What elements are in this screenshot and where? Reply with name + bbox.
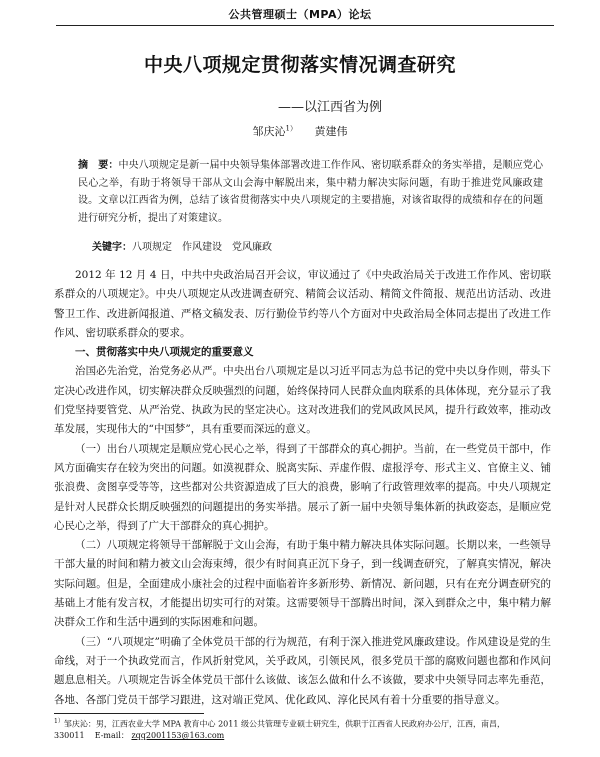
footnote: [54, 716, 551, 742]
paragraph: 治国必先治党，治党务必从严。中央出台八项规定是以习近平同志为总书记的党中央以身作则，带头下定决心改进作风，切实解决群众反映强烈的问题，始终保持同人民群众血肉联系的具体体现，充分显示了我们党坚持要管党、从严治党、执政为民的坚定决心。这对改进我们的党风政风民风，提升行政效率，推动改革发展，实现伟大的“中国梦”，具有重要而深远的意义。: [54, 365, 551, 436]
footnote-line: 邹庆沁：男，江西农业大学 MPA 教育中心 2011 级公共管理专业硕士研究生，供职于江西省人民政府办公厅，江西，南昌，: [63, 719, 505, 729]
keywords-text: 八项规定 作风建设 党风廉政: [132, 242, 272, 253]
footnote-rule: [54, 713, 204, 714]
paragraph: （三）“八项规定”明确了全体党员干部的行为规范，有利于深入推进党风廉政建设。作风建设是党的生命线，对于一个执政党而言，作风折射党风，关乎政风，引领民风，很多党员干部的腐败问题也都和作风问题息息相关。八项规定告诉全体党员干部什么该做、该怎么做和什么不该做，要求中央领导同志率先垂范，各地、各部门党员干部学习跟进，这对端正党风、优化政风、淳化民风有着十分重要的指导意义。: [54, 635, 551, 706]
author-name: 黄建伟: [314, 125, 348, 138]
footnote-postcode: 330011: [54, 731, 85, 741]
footnote-marker: 1）: [54, 718, 64, 725]
journal-header: 公共管理硕士（MPA）论坛: [228, 8, 372, 21]
header-rule: [56, 25, 554, 26]
article-subtitle: ——以江西省为例: [277, 100, 382, 115]
footnote-email: zqq2001153@163.com: [131, 731, 225, 741]
paragraph: （二）八项规定将领导干部解脱于文山会海，有助于集中精力解决具体实际问题。长期以来，一些领导干部大量的时间和精力被文山会海束缚，很少有时间真正沉下身子，到一线调查研究，了解真实情况，解决实际问题。但是，全面建成小康社会的过程中面临着许多新形势、新情况、新问题，只有在充分调查研究的基础上才能有发言权，才能提出切实可行的对策。这需要领导干部腾出时间，深入到群众之中，集中精力解决群众工作和生活中遇到的实际困难和问题。: [54, 539, 551, 629]
section-heading: 一、贯彻落实中央八项规定的重要意义: [75, 346, 254, 359]
paragraph: （一）出台八项规定是顺应党心民心之举，得到了干部群众的真心拥护。当前，在一些党员干部中，作风方面确实存在较为突出的问题。如漠视群众、脱离实际、弄虚作假、虚报浮夸、形式主义、官僚主义、铺张浪费、贪图享受等等，这些都对公共资源造成了巨大的浪费，影响了行政管理效率的提高。中央八项规定是针对人民群众长期反映强烈的问题提出的务实举措。展示了新一届中央领导集体新的执政姿态，是顺应党心民心之举，得到了广大干部群众的真心拥护。: [54, 442, 551, 532]
abstract-text: 中央八项规定是新一届中央领导集体部署改进工作作风、密切联系群众的务实举措，是顺应党心民心之举，有助于将领导干部从文山会海中解脱出来，集中精力解决实际问题，有助于推进党风廉政建设。文章以江西省为例，总结了该省贯彻落实中央八项规定的主要措施，对该省取得的成绩和存在的问题进行研究分析，提出了对策建议。: [78, 160, 544, 224]
paragraph: 2012 年 12 月 4 日，中共中央政治局召开会议，审议通过了《中央政治局关于改进工作作风、密切联系群众的八项规定》。中央八项规定从改进调查研究、精简会议活动、精简文件简报、规范出访活动、改进警卫工作、改进新闻报道、严格文稿发表、厉行勤俭节约等八个方面对中央政治局全体同志提出了改进工作作风、密切联系群众的要求。: [54, 269, 551, 339]
keywords-label: 关键字：: [92, 242, 132, 253]
author-footnote-marker: 1）: [285, 124, 297, 133]
footnote-email-label: E-mail：: [94, 731, 129, 741]
article-title: 中央八项规定贯彻落实情况调查研究: [143, 54, 456, 76]
abstract: [78, 157, 543, 227]
keywords: [92, 238, 272, 253]
body-text: [54, 266, 551, 710]
author-name: 邹庆沁: [252, 125, 286, 138]
authors: [0, 123, 600, 139]
abstract-label: 摘 要：: [78, 160, 119, 171]
